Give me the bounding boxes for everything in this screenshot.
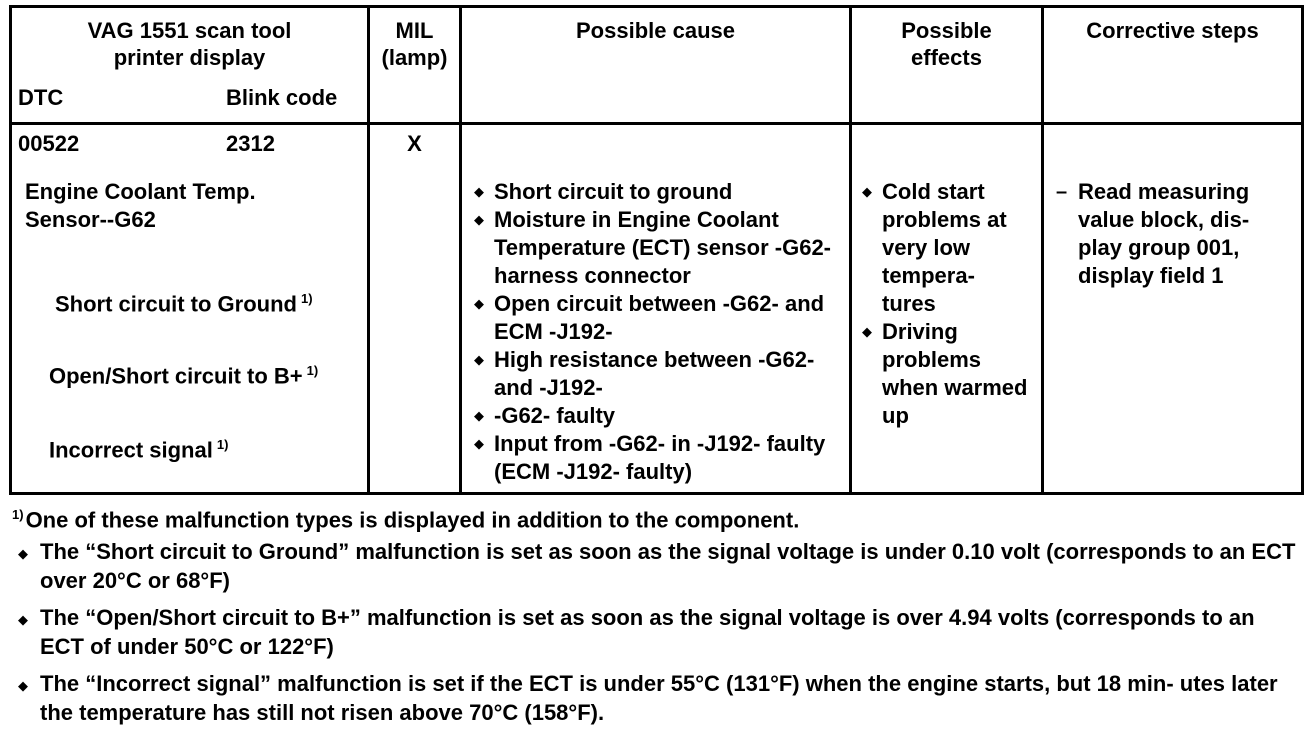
- header-row: [11, 7, 1303, 124]
- cell-dtc-info: [11, 124, 369, 494]
- footnote-ref: 1): [216, 437, 229, 452]
- footnote-mark: 1): [12, 507, 24, 522]
- dtc-value: 00522: [18, 131, 80, 156]
- cell-effects: [851, 124, 1043, 494]
- malfunction-label: Open/Short circuit to B+: [49, 363, 303, 389]
- malfunction-label: Short circuit to Ground: [55, 291, 297, 317]
- list-item: ◆ Driving problems when warmed up: [858, 318, 1031, 430]
- header-cause: [461, 7, 851, 124]
- list-item: ◆ The “Short circuit to Ground” malfunction is set as soon as the signal voltage is under 0.10 volt (corresponds to an ECT over 20°C or 68°F): [12, 537, 1304, 595]
- causes-list: [462, 178, 849, 486]
- footnote-ref: 1): [306, 363, 319, 378]
- header-effects-label: Possible effects: [901, 18, 992, 70]
- diagnostic-table: [9, 5, 1304, 495]
- header-effects: [851, 7, 1043, 124]
- effects-list: [852, 178, 1041, 430]
- list-item: ◆ The “Incorrect signal” malfunction is set if the ECT is under 55°C (131°F) when the engine starts, but 18 min- utes later the temperature has still not risen above 70°C (158°F).: [12, 669, 1304, 727]
- cell-steps: [1043, 124, 1303, 494]
- header-cause-label: Possible cause: [576, 18, 735, 43]
- malfunction-incorrect-signal: [49, 431, 228, 464]
- header-steps: [1043, 7, 1303, 124]
- list-item: ◆ Input from -G62- in -J192- faulty (ECM -J192- faulty): [470, 430, 841, 486]
- header-dtc: DTC: [18, 85, 64, 110]
- list-item: ◆ Short circuit to ground: [470, 178, 841, 206]
- header-mil-label: MIL (lamp): [381, 18, 448, 70]
- footnote-ref: 1): [301, 291, 313, 306]
- list-item: ◆ High resistance between -G62- and -J192-: [470, 346, 841, 402]
- list-item: ◆ -G62- faulty: [470, 402, 841, 430]
- header-scan-tool-title: VAG 1551 scan tool printer display: [87, 18, 292, 70]
- malfunction-short-ground: [55, 285, 313, 318]
- mil-value: X: [407, 131, 422, 156]
- footnote-text: One of these malfunction types is displayed in addition to the component.: [25, 507, 800, 533]
- steps-list: [1044, 178, 1301, 290]
- notes-list: [12, 537, 1304, 727]
- list-item: – Read measuring value block, dis- play group 001, display field 1: [1054, 178, 1293, 290]
- footnote: [12, 500, 1304, 534]
- header-scan-tool: [11, 7, 369, 124]
- list-item: ◆ Moisture in Engine Coolant Temperature (ECT) sensor -G62- harness connector: [470, 206, 841, 290]
- header-steps-label: Corrective steps: [1086, 18, 1259, 43]
- cell-mil: [369, 124, 461, 494]
- list-item: ◆ The “Open/Short circuit to B+” malfunction is set as soon as the signal voltage is over 4.94 volts (corresponds to an ECT of under 50°C or 122°F): [12, 603, 1304, 661]
- list-item: ◆ Cold start problems at very low tempera- tures: [858, 178, 1031, 318]
- table-row: [11, 124, 1303, 494]
- list-item: ◆ Open circuit between -G62- and ECM -J192-: [470, 290, 841, 346]
- malfunction-label: Incorrect signal: [49, 437, 213, 463]
- blink-code-value: 2312: [226, 131, 275, 156]
- header-mil: [369, 7, 461, 124]
- component-name: Engine Coolant Temp. Sensor--G62: [25, 179, 256, 232]
- malfunction-open-short: [49, 357, 318, 390]
- header-blink-code: Blink code: [226, 85, 338, 110]
- cell-causes: [461, 124, 851, 494]
